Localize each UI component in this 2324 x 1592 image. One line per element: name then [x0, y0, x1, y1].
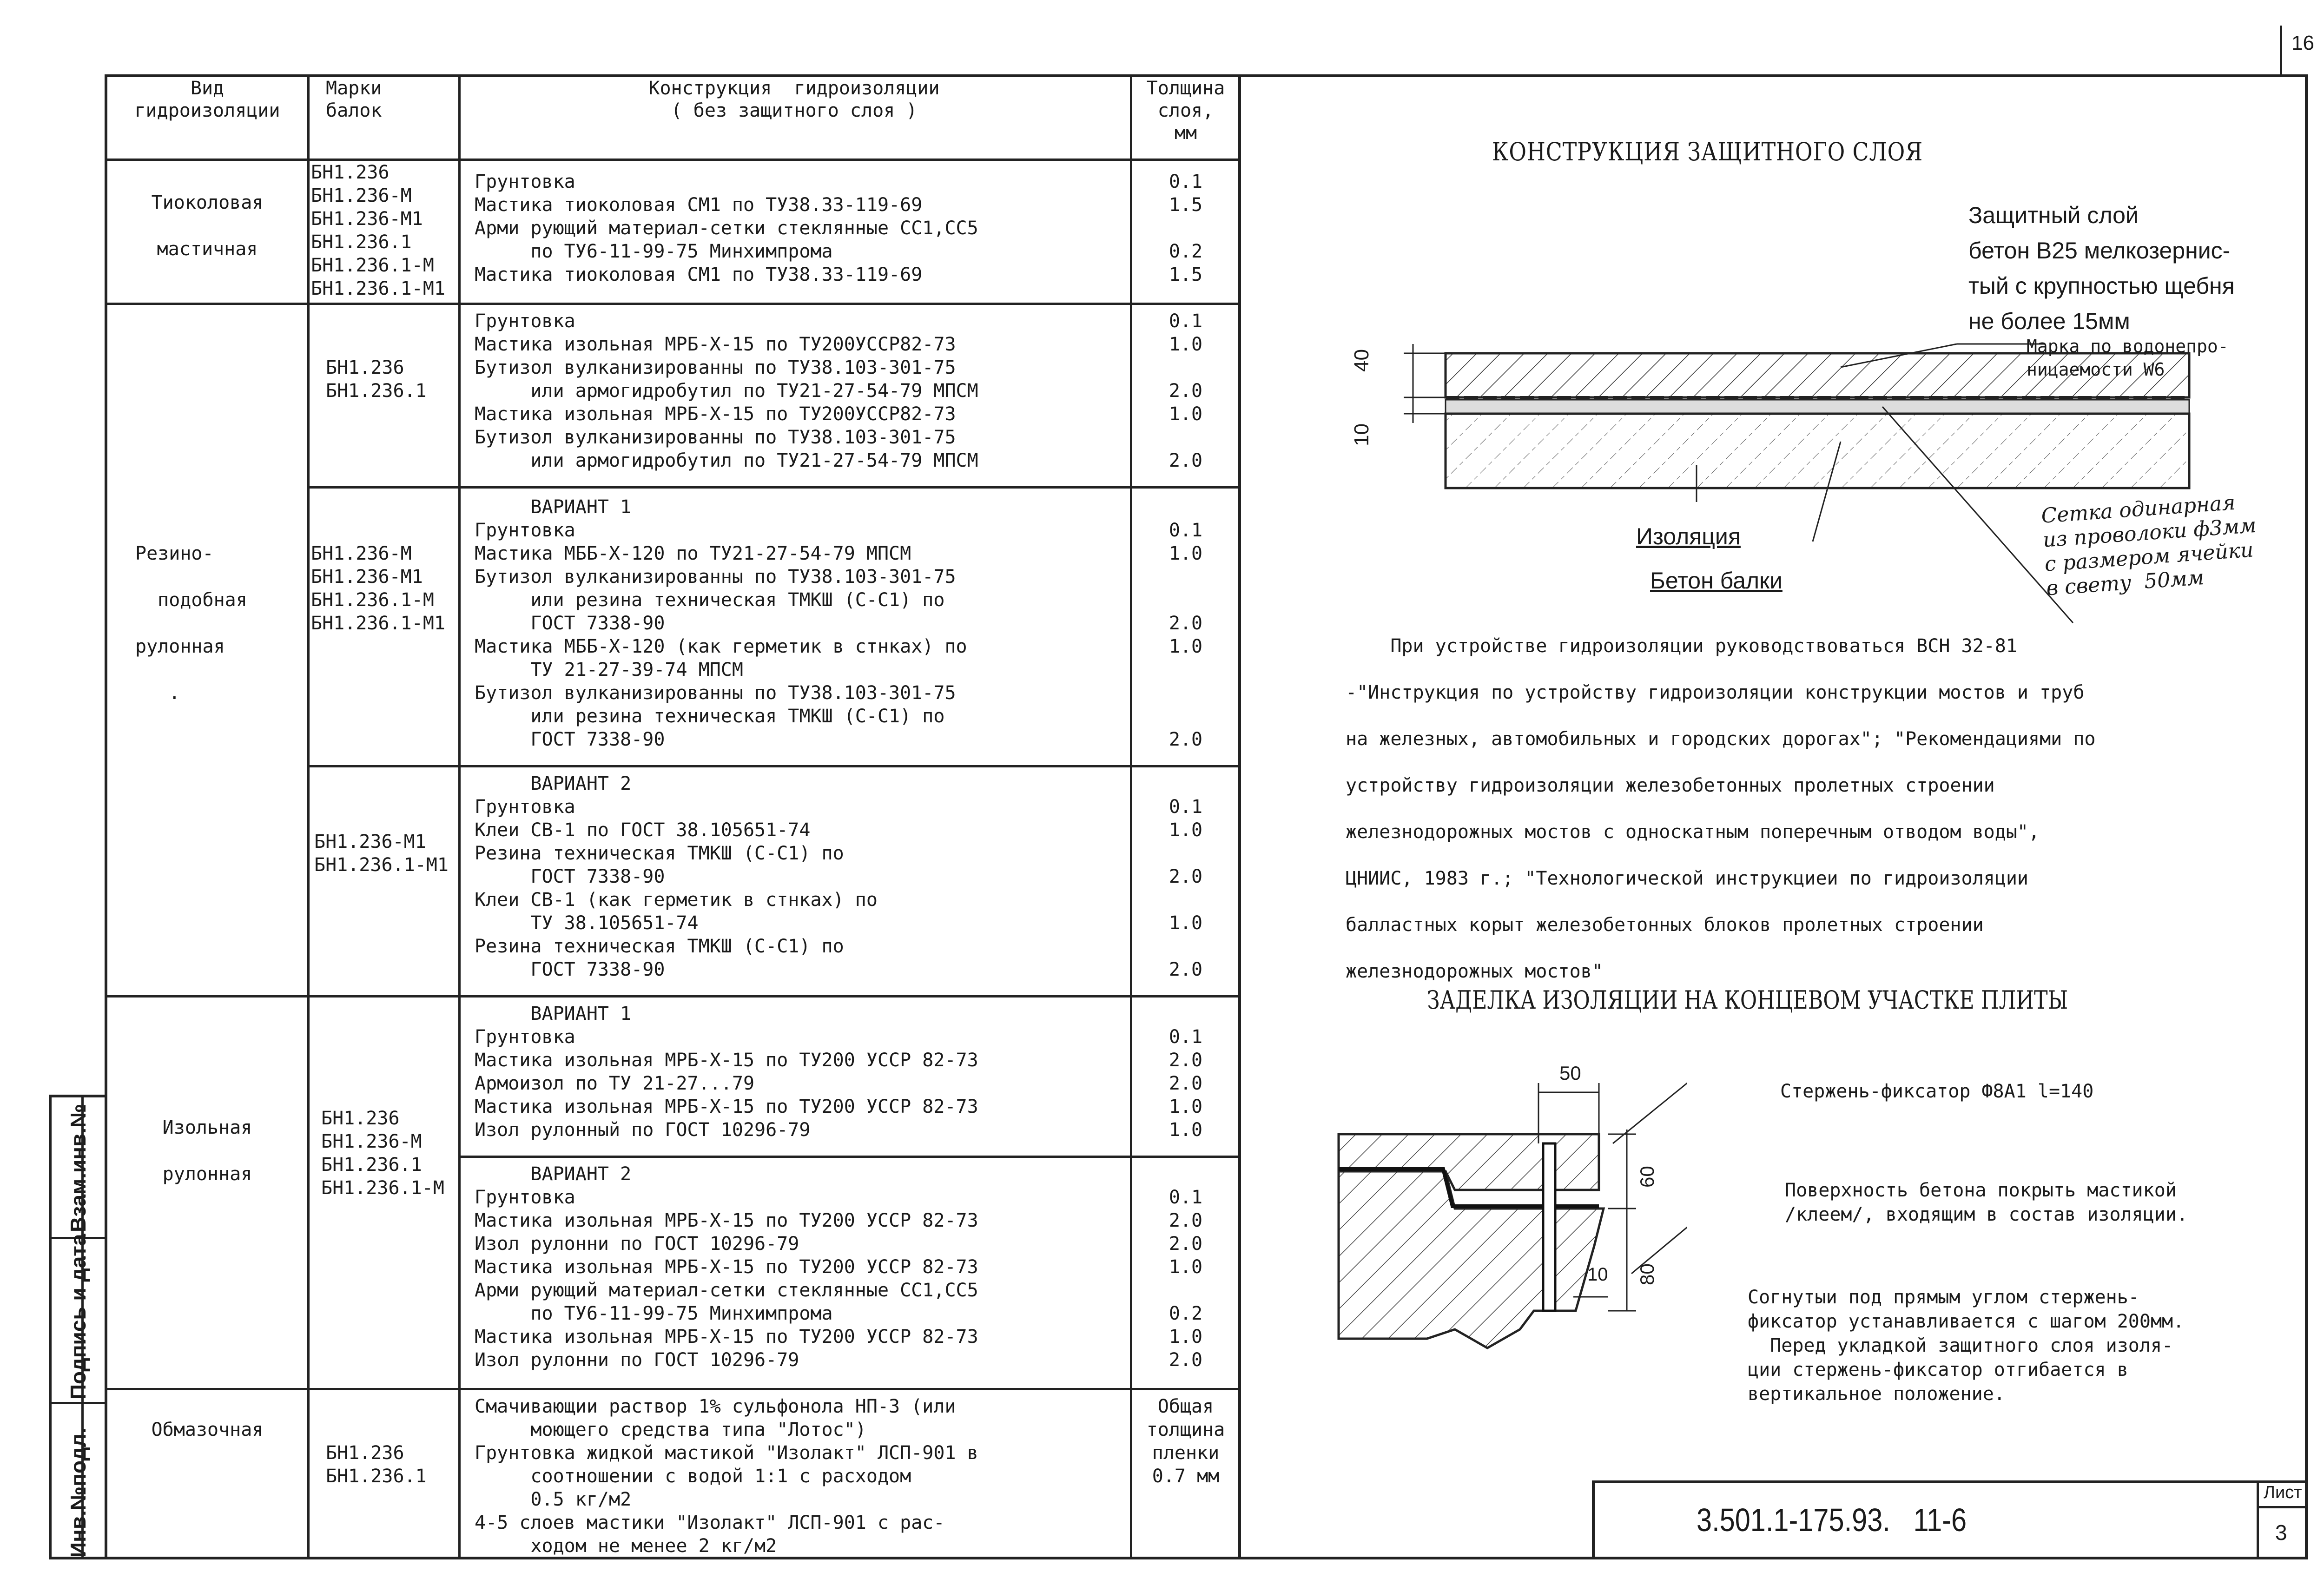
side-stamp	[49, 1095, 105, 1559]
thickness-cell: 0.1 1.5 0.2 1.5	[1169, 171, 1203, 285]
thickness-cell: 0.1 1.0 2.0 1.0 2.0	[1169, 796, 1203, 980]
table-divider	[107, 995, 1238, 997]
thickness-cell: Общая толщина пленки 0.7 мм	[1146, 1396, 1225, 1487]
table-divider	[107, 303, 1238, 305]
dim-label: 10	[1587, 1264, 1608, 1285]
dim-label: 80	[1636, 1263, 1658, 1285]
marks-cell: БН1.236 БН1.236-М БН1.236-М1 БН1.236.1 БН1.236.1-М БН1.236.1-М1	[311, 162, 445, 299]
type-cell: Тиоколовая мастичная	[151, 192, 264, 260]
protective-layer-label: Защитный слой бетон В25 мелкозернис- тый с крупностью щебня не более 15мм	[1968, 202, 2235, 334]
marks-cell: БН1.236-М БН1.236-М1 БН1.236.1-М БН1.236.1-М1	[311, 543, 445, 634]
sheet-divider	[2257, 1506, 2308, 1508]
end-section-title: ЗАДЕЛКА ИЗОЛЯЦИИ НА КОНЦЕВОМ УЧАСТКЕ ПЛИТЫ	[1427, 985, 2068, 1015]
thickness-cell: 0.1 2.0 2.0 1.0 0.2 1.0 2.0	[1169, 1187, 1203, 1371]
hydroisolation-table	[105, 74, 1241, 1559]
end-anchorage-diagram	[1334, 1050, 1687, 1376]
table-divider	[307, 486, 1238, 489]
page-number: 16	[2291, 32, 2314, 54]
isolation-label: Изоляция	[1636, 523, 1741, 549]
header-marks: Марки балок	[326, 78, 382, 121]
type-cell: Обмазочная	[151, 1419, 264, 1440]
construction-cell: ВАРИАНТ 2 Грунтовка Мастика изольная МРБ-Х-15 по ТУ200 УССР 82-73 Изол рулонни по ГОСТ 10296-79 Мастика изольная МРБ-Х-15 по ТУ200 УССР 82-73 Арми рующий материал-сетки стеклянные СС1,СС5 по ТУ6-11-99-75 Минхимпрома Мастика изольная МРБ-Х-15 по ТУ200 УССР 82-73 Изол рулонни по ГОСТ 10296-79	[475, 1163, 978, 1371]
thickness-cell: 0.1 1.0 2.0 1.0 2.0	[1169, 520, 1203, 750]
sheet-label: Лист	[2264, 1483, 2302, 1502]
stamp-divider	[81, 1095, 84, 1559]
table-divider	[107, 159, 1238, 161]
stamp-vzam: Взам.инв.№	[66, 1103, 90, 1232]
stamp-inv-podl: Инв.№подл.	[66, 1427, 90, 1558]
rod-label: Стержень-фиксатор Ф8А1 l=140	[1780, 1081, 2094, 1102]
header-type: Вид гидроизоляции	[134, 78, 280, 121]
sheet-number: 3	[2275, 1520, 2287, 1545]
construction-cell: Смачивающии раствор 1% сульфонола НП-3 (или моющего средства типа "Лотос") Грунтовка жидкой мастикой "Изолакт" ЛСП-901 в соотношении с водой 1:1 с расходом 0.5 кг/м2 4-5 слоев мастики "Изолакт" ЛСП-901 с рас- ходом не менее 2 кг/м2	[475, 1396, 978, 1557]
dim-label: 50	[1559, 1062, 1581, 1084]
table-divider	[307, 765, 1238, 767]
stamp-divider	[52, 1402, 105, 1404]
instruction-text: При устройстве гидроизоляции руководствоваться ВСН 32-81 -"Инструкция по устройству гидроизоляции конструкции мостов и труб на железных, автомобильных и городских дорогах"; "Рекомендациями по устройству гидроизоляции железобетонных пролетных строении железнодорожных мостов с односкатным поперечным отводом воды", ЦНИИС, 1983 г.; "Технологической инструкциеи по гидроизоляции балластных корыт железобетонных блоков пролетных строении железнодорожных мостов"	[1346, 635, 2096, 982]
construction-cell: ВАРИАНТ 1 Грунтовка Мастика изольная МРБ-Х-15 по ТУ200 УССР 82-73 Армоизол по ТУ 21-27...79 Мастика изольная МРБ-Х-15 по ТУ200 УССР 82-73 Изол рулонный по ГОСТ 10296-79	[475, 1003, 978, 1141]
construction-cell: Грунтовка Мастика тиоколовая СМ1 по ТУ38.33-119-69 Арми рующий материал-сетки стеклянные СС1,СС5 по ТУ6-11-99-75 Минхимпрома Мастика тиоколовая СМ1 по ТУ38.33-119-69	[475, 171, 978, 285]
surface-label: Поверхность бетона покрыть мастикой /клеем/, входящим в состав изоляции.	[1785, 1180, 2188, 1225]
marks-cell: БН1.236 БН1.236.1	[326, 357, 427, 402]
page-number-divider	[2280, 26, 2282, 77]
table-divider	[307, 77, 310, 1557]
protective-title: КОНСТРУКЦИЯ ЗАЩИТНОГО СЛОЯ	[1492, 137, 1923, 166]
construction-cell: ВАРИАНТ 2 Грунтовка Клеи СВ-1 по ГОСТ 38.105651-74 Резина техническая ТМКШ (С-С1) по ГОСТ 7338-90 Клеи СВ-1 (как герметик в стнках) по ТУ 38.105651-74 Резина техническая ТМКШ (С-С1) по ГОСТ 7338-90	[475, 773, 878, 980]
dim-label: 40	[1350, 349, 1373, 372]
construction-cell: ВАРИАНТ 1 Грунтовка Мастика МББ-Х-120 по ТУ21-27-54-79 МПСМ Бутизол вулканизированны по ТУ38.103-301-75 или резина техническая ТМКШ (С-С1) по ГОСТ 7338-90 Мастика МББ-Х-120 (как герметик в стнках) по ТУ 21-27-39-74 МПСМ Бутизол вулканизированны по ТУ38.103-301-75 или резина техническая ТМКШ (С-С1) по ГОСТ 7338-90	[475, 496, 967, 750]
table-divider	[458, 77, 461, 1557]
mesh-label: Сетка одинарная из проволоки ф3мм с размером ячейки в свету 50мм	[2040, 490, 2257, 601]
type-cell: Резино- подобная рулонная .	[135, 543, 247, 704]
water-resistance-label: Марка по водонепро- ницаемости W6	[2027, 336, 2229, 380]
construction-cell: Грунтовка Мастика изольная МРБ-Х-15 по ТУ200УССР82-73 Бутизол вулканизированны по ТУ38.103-301-75 или армогидробутил по ТУ21-27-54-79 МПСМ Мастика изольная МРБ-Х-15 по ТУ200УССР82-73 Бутизол вулканизированны по ТУ38.103-301-75 или армогидробутил по ТУ21-27-54-79 МПСМ	[475, 310, 978, 471]
dim-label: 10	[1350, 423, 1373, 446]
beam-concrete-label: Бетон балки	[1650, 568, 1783, 594]
table-divider	[458, 1156, 1238, 1158]
marks-cell: БН1.236 БН1.236-М БН1.236.1 БН1.236.1-М	[321, 1108, 444, 1199]
marks-cell: БН1.236 БН1.236.1	[326, 1442, 427, 1487]
marks-cell: БН1.236-М1 БН1.236.1-М1	[314, 831, 449, 876]
thickness-cell: 0.1 2.0 2.0 1.0 1.0	[1169, 1026, 1203, 1141]
document-code: 3.501.1-175.93. 11-6	[1697, 1502, 1967, 1538]
stamp-podpis: Подпись и дата	[66, 1234, 90, 1400]
header-thickness: Толщина слоя, мм	[1146, 78, 1225, 144]
dim-label: 60	[1636, 1166, 1658, 1188]
note-text: Согнутыи под прямым углом стержень- фиксатор устанавливается с шагом 200мм. Перед укладкой защитного слоя изоля- ции стержень-фиксатор отгибается в вертикальное положение.	[1748, 1287, 2185, 1405]
type-cell: Изольная рулонная	[162, 1117, 252, 1185]
table-divider	[107, 1388, 1238, 1390]
thickness-cell: 0.1 1.0 2.0 1.0 2.0	[1169, 310, 1203, 471]
header-construction: Конструкция гидроизоляции ( без защитного слоя )	[648, 78, 940, 121]
